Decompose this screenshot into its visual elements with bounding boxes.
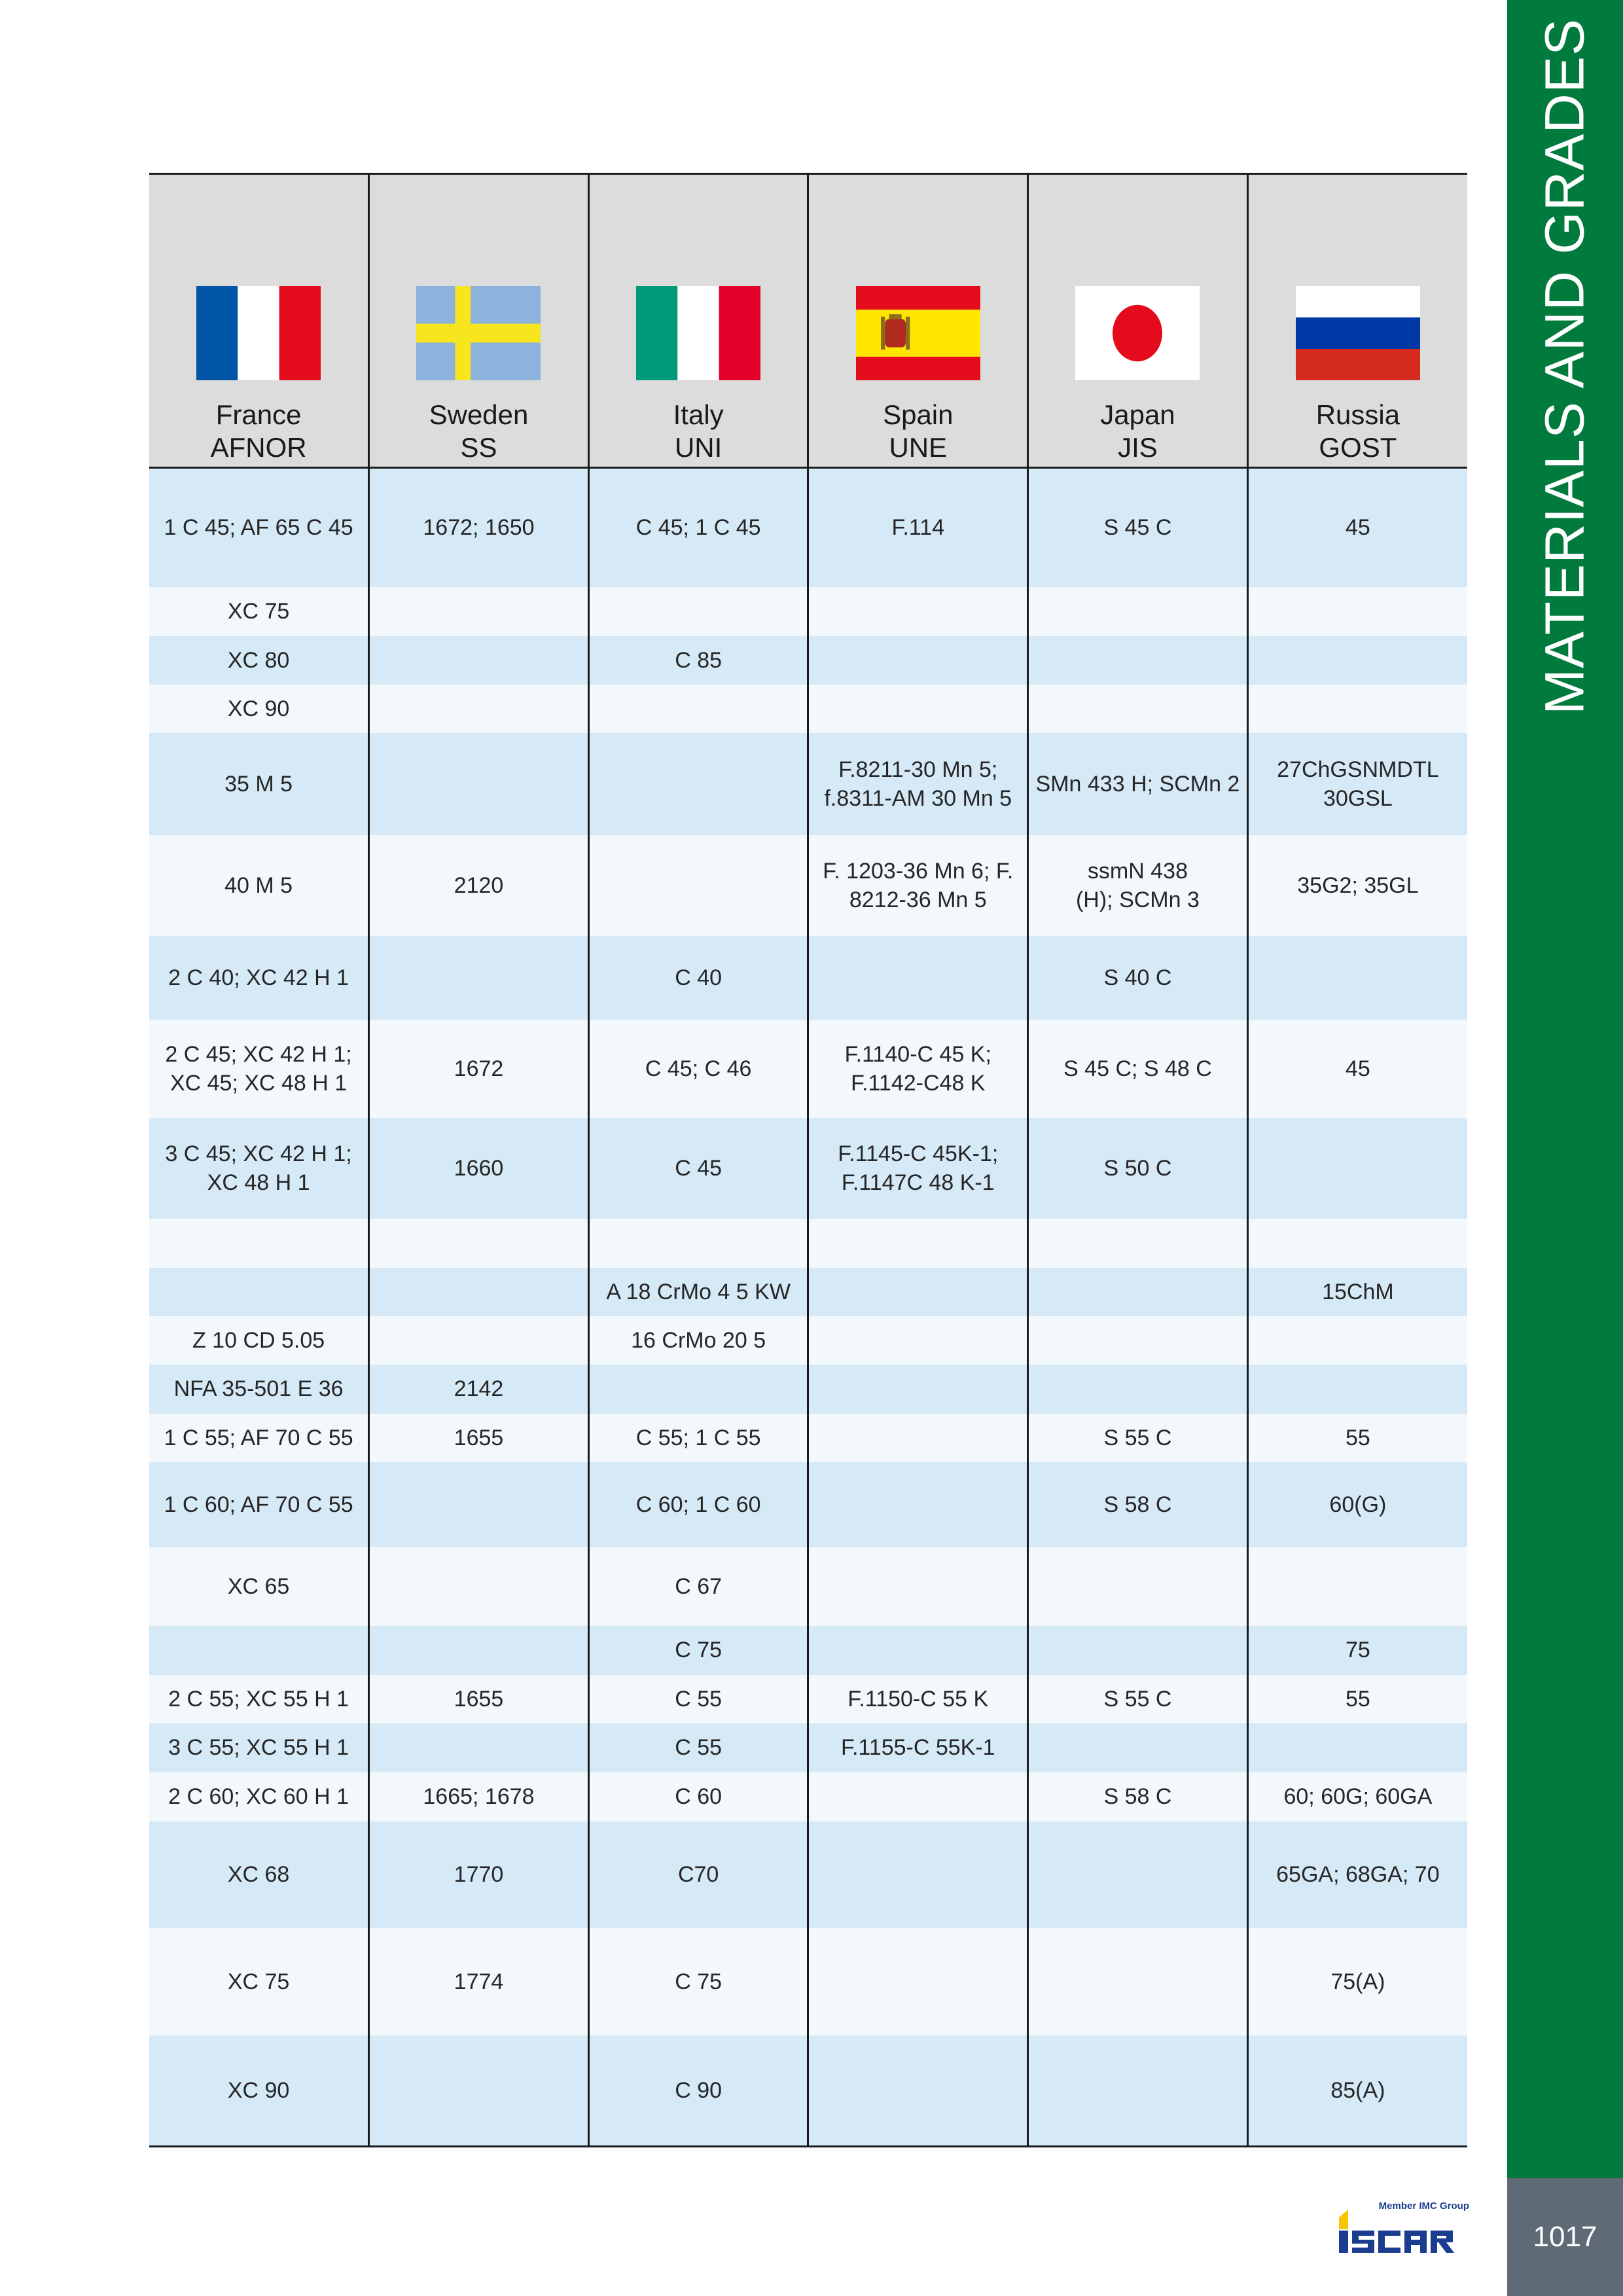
cell-value: C 60; 1 C 60 <box>635 1492 761 1517</box>
table-row <box>149 1626 1467 1675</box>
cell-value: 1 C 60; AF 70 C 55 <box>164 1492 353 1517</box>
table-row <box>149 1928 1467 2036</box>
table-header-row <box>149 174 1467 468</box>
table-cell-france <box>149 1316 369 1365</box>
cell-value: 45 <box>1345 1056 1370 1081</box>
table-cell-sweden <box>369 1219 589 1268</box>
cell-value: 2 C 60; XC 60 H 1 <box>168 1784 349 1809</box>
cell-value: C 60 <box>675 1784 722 1809</box>
cell-value: 65GA; 68GA; 70 <box>1276 1862 1440 1887</box>
cell-value: 40 M 5 <box>224 872 293 898</box>
cell-value: XC 75 <box>227 599 290 624</box>
table-row <box>149 468 1467 587</box>
table-cell-france <box>149 1928 369 2036</box>
header-country: Italy <box>673 399 724 430</box>
table-cell-sweden <box>369 1675 589 1723</box>
table-cell-france <box>149 1772 369 1821</box>
table-cell-italy <box>588 1547 808 1626</box>
header-standard: JIS <box>1118 432 1158 463</box>
table-cell-spain <box>808 1547 1028 1626</box>
table-cell-japan <box>1028 685 1248 733</box>
cell-value: 60; 60G; 60GA <box>1283 1784 1433 1809</box>
table-cell-france <box>149 1723 369 1772</box>
cell-value: XC 65 <box>227 1573 290 1599</box>
table-cell-france <box>149 733 369 835</box>
table-cell-japan <box>1028 636 1248 685</box>
cell-value: 1 C 55; AF 70 C 55 <box>164 1425 353 1450</box>
table-cell-france <box>149 1626 369 1675</box>
table-row <box>149 1723 1467 1772</box>
header-standard: UNE <box>889 432 948 463</box>
cell-value: 16 CrMo 20 5 <box>631 1327 766 1353</box>
cell-value: C 75 <box>675 1969 722 1994</box>
table-cell-japan <box>1028 1414 1248 1462</box>
table-cell-japan <box>1028 733 1248 835</box>
cell-value: 60(G) <box>1329 1492 1387 1517</box>
header-country: Sweden <box>429 399 529 430</box>
cell-value: S 45 C <box>1103 515 1172 541</box>
table-cell-italy <box>588 1675 808 1723</box>
cell-value: 3 C 55; XC 55 H 1 <box>168 1735 349 1760</box>
table-cell-france <box>149 1219 369 1268</box>
table-cell-france <box>149 1118 369 1219</box>
table-row <box>149 587 1467 636</box>
cell-value: C 85 <box>675 647 722 673</box>
cell-value: 75(A) <box>1330 1969 1385 1994</box>
table-cell-spain <box>808 936 1028 1020</box>
table-cell-spain <box>808 1316 1028 1365</box>
table-cell-sweden <box>369 1626 589 1675</box>
cell-value: S 45 C; S 48 C <box>1063 1056 1212 1081</box>
table-row <box>149 2036 1467 2147</box>
table-cell-japan <box>1028 1365 1248 1414</box>
table-cell-spain <box>808 1723 1028 1772</box>
table-cell-sweden <box>369 1821 589 1928</box>
cell-value: 85(A) <box>1330 2077 1385 2103</box>
table-cell-sweden <box>369 1928 589 2036</box>
page-number: 1017 <box>1533 2221 1597 2253</box>
table-row <box>149 733 1467 835</box>
cell-value: 1672 <box>454 1056 504 1081</box>
table-cell-japan <box>1028 1772 1248 1821</box>
table-cell-italy <box>588 1723 808 1772</box>
cell-value: XC 90 <box>227 696 290 721</box>
header-sweden <box>369 174 589 468</box>
table-cell-russia <box>1247 685 1467 733</box>
header-standard: UNI <box>674 432 722 463</box>
header-country: Spain <box>883 399 954 430</box>
table-cell-italy <box>588 1772 808 1821</box>
table-cell-spain <box>808 1462 1028 1547</box>
table-cell-spain <box>808 1268 1028 1316</box>
table-cell-sweden <box>369 936 589 1020</box>
header-standard: GOST <box>1319 432 1397 463</box>
cell-value: 1672; 1650 <box>423 515 535 541</box>
cell-value: XC 90 <box>227 2077 290 2103</box>
cell-value: S 58 C <box>1103 1784 1172 1809</box>
italy-flag-icon <box>636 286 760 380</box>
section-title: MATERIALS AND GRADES <box>1533 18 1596 715</box>
cell-value: S 55 C <box>1103 1686 1172 1712</box>
table-cell-japan <box>1028 1821 1248 1928</box>
table-cell-spain <box>808 733 1028 835</box>
table-cell-france <box>149 1821 369 1928</box>
table-cell-japan <box>1028 587 1248 636</box>
table-cell-japan <box>1028 1118 1248 1219</box>
cell-value: F.114 <box>891 515 945 541</box>
table-cell-france <box>149 936 369 1020</box>
cell-value: 1660 <box>454 1155 504 1181</box>
table-cell-france <box>149 1414 369 1462</box>
table-cell-russia <box>1247 587 1467 636</box>
table-cell-italy <box>588 2036 808 2147</box>
table-cell-spain <box>808 2036 1028 2147</box>
table-cell-france <box>149 1268 369 1316</box>
table-cell-russia <box>1247 936 1467 1020</box>
table-cell-italy <box>588 1118 808 1219</box>
table-cell-italy <box>588 636 808 685</box>
table-cell-sweden <box>369 1547 589 1626</box>
table-cell-italy <box>588 1020 808 1118</box>
header-italy <box>588 174 808 468</box>
table-cell-spain <box>808 685 1028 733</box>
materials-table-container <box>149 173 1467 2147</box>
table-cell-italy <box>588 1821 808 1928</box>
table-row <box>149 835 1467 936</box>
table-row <box>149 636 1467 685</box>
table-row <box>149 1118 1467 1219</box>
table-cell-france <box>149 468 369 587</box>
table-row <box>149 1772 1467 1821</box>
table-cell-spain <box>808 1365 1028 1414</box>
table-cell-italy <box>588 1626 808 1675</box>
table-cell-sweden <box>369 1723 589 1772</box>
table-cell-italy <box>588 1462 808 1547</box>
iscar-logo-icon <box>1335 2206 1466 2254</box>
table-cell-sweden <box>369 733 589 835</box>
table-cell-russia <box>1247 733 1467 835</box>
cell-value: 1655 <box>454 1425 504 1450</box>
cell-value: SMn 433 H; SCMn 2 <box>1035 771 1240 797</box>
cell-value: 2 C 45; XC 42 H 1; XC 45; XC 48 H 1 <box>165 1041 352 1096</box>
table-cell-japan <box>1028 1020 1248 1118</box>
table-cell-france <box>149 1020 369 1118</box>
table-cell-sweden <box>369 1268 589 1316</box>
cell-value: 35G2; 35GL <box>1297 872 1419 898</box>
header-standard: AFNOR <box>210 432 307 463</box>
cell-value: 55 <box>1345 1686 1370 1712</box>
header-japan <box>1028 174 1248 468</box>
table-body <box>149 468 1467 2147</box>
cell-value: C 45; 1 C 45 <box>635 515 761 541</box>
table-cell-france <box>149 835 369 936</box>
cell-value: C 45; C 46 <box>645 1056 752 1081</box>
cell-value: C 67 <box>675 1573 722 1599</box>
cell-value: 2120 <box>454 872 504 898</box>
table-cell-spain <box>808 468 1028 587</box>
table-cell-sweden <box>369 1365 589 1414</box>
spain-flag-icon <box>856 286 980 380</box>
table-cell-japan <box>1028 2036 1248 2147</box>
cell-value: F.1155-C 55K-1 <box>840 1735 995 1760</box>
header-country: France <box>215 399 302 430</box>
header-country: Japan <box>1100 399 1175 430</box>
cell-value: Z 10 CD 5.05 <box>192 1327 325 1353</box>
table-cell-japan <box>1028 1675 1248 1723</box>
header-country: Russia <box>1315 399 1400 430</box>
cell-value: ssmN 438 (H); SCMn 3 <box>1075 858 1200 912</box>
page-number-box <box>1507 2178 1623 2296</box>
table-cell-spain <box>808 1626 1028 1675</box>
table-cell-italy <box>588 733 808 835</box>
cell-value: XC 68 <box>227 1862 290 1887</box>
table-cell-italy <box>588 835 808 936</box>
cell-value: 1 C 45; AF 65 C 45 <box>164 515 353 541</box>
table-row <box>149 1414 1467 1462</box>
table-cell-russia <box>1247 1821 1467 1928</box>
table-cell-russia <box>1247 1414 1467 1462</box>
table-cell-russia <box>1247 1626 1467 1675</box>
table-cell-sweden <box>369 636 589 685</box>
cell-value: S 50 C <box>1103 1155 1172 1181</box>
table-cell-japan <box>1028 1268 1248 1316</box>
table-row <box>149 1268 1467 1316</box>
table-row <box>149 1462 1467 1547</box>
table-cell-sweden <box>369 2036 589 2147</box>
table-cell-sweden <box>369 1118 589 1219</box>
table-cell-sweden <box>369 1772 589 1821</box>
cell-value: 75 <box>1345 1638 1370 1662</box>
logo-member-text: Member IMC Group <box>1378 2200 1469 2212</box>
russia-flag-icon <box>1296 286 1420 380</box>
table-cell-russia <box>1247 835 1467 936</box>
table-cell-italy <box>588 1316 808 1365</box>
cell-value: 15ChM <box>1322 1279 1394 1304</box>
table-cell-italy <box>588 468 808 587</box>
cell-value: 35 M 5 <box>224 771 293 797</box>
table-cell-russia <box>1247 1547 1467 1626</box>
table-cell-russia <box>1247 636 1467 685</box>
table-cell-russia <box>1247 1723 1467 1772</box>
cell-value: F.1150-C 55 K <box>847 1686 989 1712</box>
table-cell-spain <box>808 1675 1028 1723</box>
table-row <box>149 936 1467 1020</box>
table-cell-spain <box>808 1414 1028 1462</box>
table-cell-spain <box>808 1219 1028 1268</box>
table-cell-france <box>149 2036 369 2147</box>
table-row <box>149 1821 1467 1928</box>
cell-value: 2142 <box>454 1376 504 1401</box>
cell-value: F.1140-C 45 K; F.1142-C48 K <box>844 1041 991 1096</box>
japan-flag-icon <box>1075 286 1200 380</box>
table-cell-italy <box>588 1928 808 2036</box>
table-cell-japan <box>1028 1626 1248 1675</box>
table-cell-sweden <box>369 1316 589 1365</box>
cell-value: 45 <box>1345 515 1370 541</box>
cell-value: 3 C 45; XC 42 H 1; XC 48 H 1 <box>165 1141 352 1195</box>
table-cell-france <box>149 1675 369 1723</box>
table-cell-russia <box>1247 1365 1467 1414</box>
cell-value: XC 75 <box>227 1969 290 1994</box>
table-cell-japan <box>1028 835 1248 936</box>
cell-value: A 18 CrMo 4 5 KW <box>606 1279 791 1304</box>
cell-value: C 55 <box>675 1686 722 1712</box>
table-cell-japan <box>1028 1723 1248 1772</box>
table-cell-japan <box>1028 468 1248 587</box>
table-cell-spain <box>808 1772 1028 1821</box>
cell-value: S 55 C <box>1103 1425 1172 1450</box>
cell-value: 1655 <box>454 1686 504 1712</box>
table-cell-sweden <box>369 1462 589 1547</box>
cell-value: 27ChGSNMDTL 30GSL <box>1277 757 1439 811</box>
cell-value: 2 C 40; XC 42 H 1 <box>168 965 349 990</box>
table-row <box>149 1316 1467 1365</box>
table-row <box>149 1547 1467 1626</box>
table-cell-russia <box>1247 1118 1467 1219</box>
table-cell-japan <box>1028 1219 1248 1268</box>
materials-grades-table <box>149 173 1467 2147</box>
table-cell-france <box>149 1547 369 1626</box>
table-cell-russia <box>1247 1772 1467 1821</box>
cell-value: C 75 <box>675 1638 722 1662</box>
cell-value: 2 C 55; XC 55 H 1 <box>168 1686 349 1712</box>
table-cell-italy <box>588 1365 808 1414</box>
table-cell-italy <box>588 936 808 1020</box>
cell-value: C 40 <box>675 965 722 990</box>
table-cell-sweden <box>369 468 589 587</box>
cell-value: NFA 35-501 E 36 <box>173 1376 344 1401</box>
table-cell-spain <box>808 1118 1028 1219</box>
table-cell-sweden <box>369 835 589 936</box>
header-standard: SS <box>460 432 497 463</box>
table-cell-sweden <box>369 1020 589 1118</box>
cell-value: F.1145-C 45K-1; F.1147C 48 K-1 <box>838 1141 999 1195</box>
header-russia <box>1247 174 1467 468</box>
table-cell-france <box>149 1365 369 1414</box>
table-cell-spain <box>808 1821 1028 1928</box>
table-cell-russia <box>1247 1268 1467 1316</box>
table-row <box>149 1365 1467 1414</box>
table-row <box>149 1020 1467 1118</box>
table-cell-japan <box>1028 1928 1248 2036</box>
table-cell-spain <box>808 1020 1028 1118</box>
cell-value: C 55; 1 C 55 <box>635 1425 761 1450</box>
cell-value: C70 <box>677 1862 719 1887</box>
cell-value: C 55 <box>675 1735 722 1760</box>
table-cell-russia <box>1247 1928 1467 2036</box>
france-flag-icon <box>196 286 321 380</box>
table-cell-italy <box>588 685 808 733</box>
table-row <box>149 685 1467 733</box>
cell-value: 1665; 1678 <box>423 1784 535 1809</box>
table-cell-russia <box>1247 1675 1467 1723</box>
table-cell-france <box>149 636 369 685</box>
table-cell-japan <box>1028 936 1248 1020</box>
cell-value: XC 80 <box>227 647 290 673</box>
table-row <box>149 1675 1467 1723</box>
table-cell-italy <box>588 1414 808 1462</box>
cell-value: 1774 <box>454 1969 504 1994</box>
table-cell-italy <box>588 1219 808 1268</box>
table-cell-france <box>149 1462 369 1547</box>
sweden-flag-icon <box>416 286 541 380</box>
table-cell-russia <box>1247 2036 1467 2147</box>
table-cell-russia <box>1247 1462 1467 1547</box>
cell-value: F. 1203-36 Mn 6; F. 8212-36 Mn 5 <box>823 858 1014 912</box>
table-cell-japan <box>1028 1547 1248 1626</box>
table-row <box>149 1219 1467 1268</box>
table-cell-sweden <box>369 1414 589 1462</box>
header-spain <box>808 174 1028 468</box>
table-cell-france <box>149 587 369 636</box>
iscar-logo <box>1335 2200 1469 2254</box>
table-cell-italy <box>588 1268 808 1316</box>
table-cell-italy <box>588 587 808 636</box>
table-cell-sweden <box>369 685 589 733</box>
table-cell-france <box>149 685 369 733</box>
table-cell-russia <box>1247 1316 1467 1365</box>
header-france <box>149 174 369 468</box>
table-cell-sweden <box>369 587 589 636</box>
table-cell-spain <box>808 636 1028 685</box>
cell-value: F.8211-30 Mn 5; f.8311-AM 30 Mn 5 <box>824 757 1012 811</box>
cell-value: S 58 C <box>1103 1492 1172 1517</box>
table-cell-russia <box>1247 468 1467 587</box>
table-cell-russia <box>1247 1219 1467 1268</box>
table-cell-japan <box>1028 1316 1248 1365</box>
table-cell-russia <box>1247 1020 1467 1118</box>
cell-value: 1770 <box>454 1862 504 1887</box>
cell-value: 55 <box>1345 1425 1370 1450</box>
cell-value: S 40 C <box>1103 965 1172 990</box>
cell-value: C 90 <box>675 2077 722 2103</box>
table-cell-japan <box>1028 1462 1248 1547</box>
table-cell-spain <box>808 1928 1028 2036</box>
cell-value: C 45 <box>675 1155 722 1181</box>
table-cell-spain <box>808 587 1028 636</box>
table-cell-spain <box>808 835 1028 936</box>
